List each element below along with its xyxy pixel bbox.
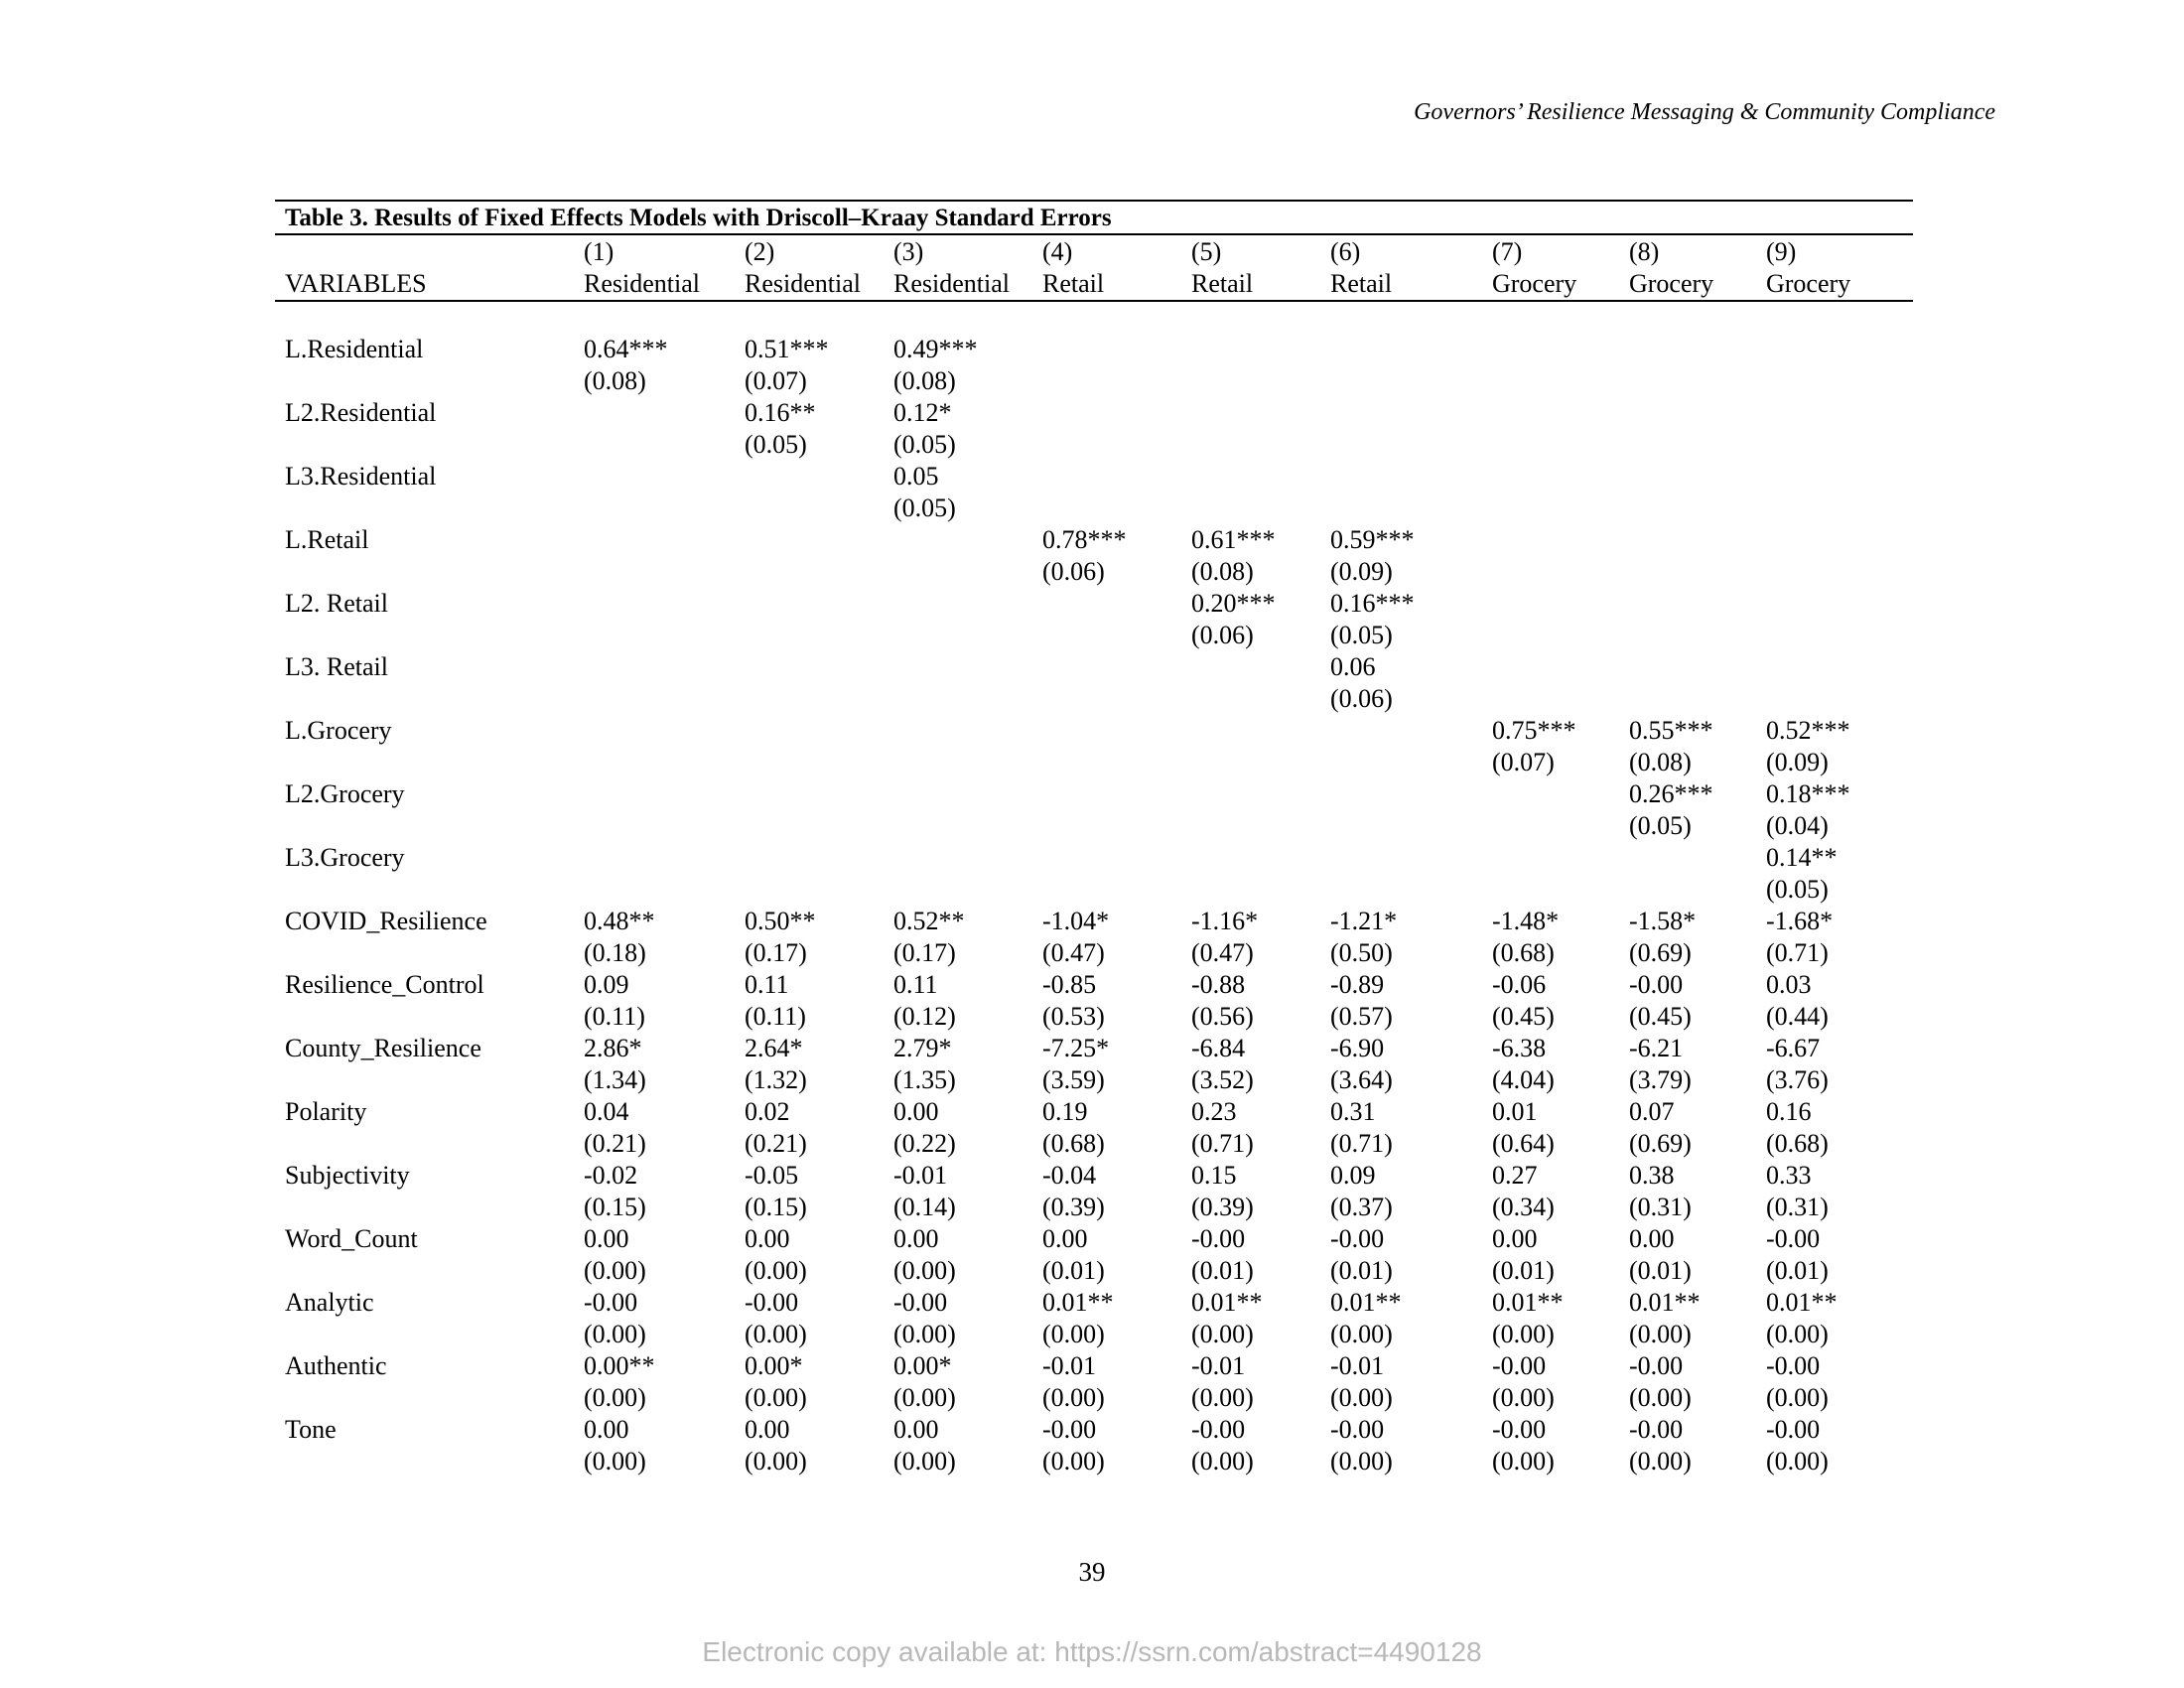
coefficient-cell: 0.51***	[745, 335, 829, 363]
coefficient-cell: -0.00	[1330, 1224, 1385, 1253]
coefficient-cell: 0.00	[745, 1415, 790, 1444]
table-caption: Table 3. Results of Fixed Effects Models with Driscoll–Kraay Standard Errors	[285, 205, 1112, 231]
standard-error-cell: (0.00)	[893, 1383, 956, 1412]
standard-error-cell: (0.00)	[893, 1447, 956, 1476]
standard-error-cell: (0.08)	[1629, 748, 1692, 776]
standard-error-cell: (0.07)	[745, 366, 807, 395]
standard-error-cell: (0.39)	[1191, 1193, 1254, 1221]
coefficient-cell: 0.16	[1766, 1097, 1812, 1126]
coefficient-cell: 0.75***	[1492, 716, 1576, 745]
column-number: (7)	[1492, 237, 1523, 266]
standard-error-cell: (0.69)	[1629, 938, 1692, 967]
standard-error-cell: (0.00)	[584, 1256, 646, 1285]
variable-label: Resilience_Control	[285, 970, 484, 999]
standard-error-cell: (0.34)	[1492, 1193, 1555, 1221]
coefficient-cell: 0.00	[1492, 1224, 1538, 1253]
coefficient-cell: 0.19	[1042, 1097, 1088, 1126]
standard-error-cell: (0.09)	[1766, 748, 1829, 776]
standard-error-cell: (0.05)	[1629, 811, 1692, 840]
standard-error-cell: (4.04)	[1492, 1065, 1555, 1094]
coefficient-cell: 0.06	[1330, 652, 1376, 681]
standard-error-cell: (0.50)	[1330, 938, 1393, 967]
standard-error-cell: (0.39)	[1042, 1193, 1105, 1221]
standard-error-cell: (0.15)	[584, 1193, 646, 1221]
standard-error-cell: (0.05)	[893, 430, 956, 459]
coefficient-cell: 0.00	[893, 1224, 939, 1253]
variable-label: L2. Retail	[285, 589, 388, 618]
coefficient-cell: 0.31	[1330, 1097, 1376, 1126]
standard-error-cell: (0.47)	[1191, 938, 1254, 967]
coefficient-cell: 0.04	[584, 1097, 629, 1126]
standard-error-cell: (0.37)	[1330, 1193, 1393, 1221]
coefficient-cell: 0.16**	[745, 398, 816, 427]
standard-error-cell: (0.68)	[1766, 1129, 1829, 1158]
coefficient-cell: 0.11	[893, 970, 938, 999]
standard-error-cell: (0.21)	[584, 1129, 646, 1158]
coefficient-cell: -0.00	[1492, 1415, 1547, 1444]
coefficient-cell: 0.59***	[1330, 525, 1415, 554]
standard-error-cell: (0.01)	[1492, 1256, 1555, 1285]
coefficient-cell: 0.00	[893, 1097, 939, 1126]
variable-label: L.Residential	[285, 335, 424, 363]
column-name: Retail	[1191, 269, 1254, 298]
standard-error-cell: (0.00)	[745, 1320, 807, 1348]
column-name: Grocery	[1492, 269, 1577, 298]
standard-error-cell: (0.71)	[1330, 1129, 1393, 1158]
standard-error-cell: (0.00)	[1492, 1320, 1555, 1348]
column-name: Residential	[584, 269, 700, 298]
coefficient-cell: -6.38	[1492, 1034, 1547, 1062]
coefficient-cell: -0.00	[1629, 970, 1684, 999]
ssrn-footer: Electronic copy available at: https://ssrn.com/abstract=4490128	[702, 1636, 1482, 1667]
header-rule	[275, 300, 1913, 302]
coefficient-cell: -0.00	[1766, 1224, 1821, 1253]
standard-error-cell: (0.53)	[1042, 1002, 1105, 1031]
coefficient-cell: -0.89	[1330, 970, 1385, 999]
standard-error-cell: (0.00)	[1330, 1383, 1393, 1412]
variable-label: Polarity	[285, 1097, 367, 1126]
standard-error-cell: (0.68)	[1492, 938, 1555, 967]
coefficient-cell: 0.27	[1492, 1161, 1538, 1190]
coefficient-cell: -0.00	[1330, 1415, 1385, 1444]
coefficient-cell: -6.21	[1629, 1034, 1684, 1062]
standard-error-cell: (0.00)	[1042, 1320, 1105, 1348]
page-number: 39	[1078, 1557, 1106, 1587]
coefficient-cell: 0.55***	[1629, 716, 1713, 745]
standard-error-cell: (0.11)	[745, 1002, 806, 1031]
coefficient-cell: -0.00	[1766, 1351, 1821, 1380]
standard-error-cell: (0.14)	[893, 1193, 956, 1221]
coefficient-cell: 0.00	[893, 1415, 939, 1444]
standard-error-cell: (0.69)	[1629, 1129, 1692, 1158]
standard-error-cell: (0.05)	[893, 493, 956, 522]
column-number: (1)	[584, 237, 614, 266]
standard-error-cell: (0.00)	[1766, 1320, 1829, 1348]
standard-error-cell: (0.08)	[1191, 557, 1254, 586]
standard-error-cell: (0.01)	[1042, 1256, 1105, 1285]
standard-error-cell: (0.00)	[584, 1383, 646, 1412]
standard-error-cell: (1.34)	[584, 1065, 646, 1094]
standard-error-cell: (0.00)	[1330, 1447, 1393, 1476]
coefficient-cell: -0.00	[1629, 1351, 1684, 1380]
coefficient-cell: 0.03	[1766, 970, 1812, 999]
coefficient-cell: 0.78***	[1042, 525, 1127, 554]
standard-error-cell: (0.00)	[1042, 1383, 1105, 1412]
coefficient-cell: -0.01	[893, 1161, 948, 1190]
coefficient-cell: 0.09	[1330, 1161, 1376, 1190]
coefficient-cell: 0.01	[1492, 1097, 1538, 1126]
coefficient-cell: 0.15	[1191, 1161, 1237, 1190]
standard-error-cell: (0.00)	[1330, 1320, 1393, 1348]
variable-label: County_Resilience	[285, 1034, 481, 1062]
standard-error-cell: (0.45)	[1492, 1002, 1555, 1031]
standard-error-cell: (3.79)	[1629, 1065, 1692, 1094]
standard-error-cell: (0.18)	[584, 938, 646, 967]
standard-error-cell: (0.71)	[1191, 1129, 1254, 1158]
standard-error-cell: (0.00)	[1191, 1447, 1254, 1476]
standard-error-cell: (0.01)	[1330, 1256, 1393, 1285]
variable-label: L3.Grocery	[285, 843, 405, 872]
standard-error-cell: (0.04)	[1766, 811, 1829, 840]
coefficient-cell: 0.00	[584, 1415, 629, 1444]
coefficient-cell: -0.00	[1492, 1351, 1547, 1380]
coefficient-cell: -0.01	[1330, 1351, 1385, 1380]
coefficient-cell: -1.21*	[1330, 907, 1398, 935]
coefficient-cell: -0.00	[1191, 1224, 1246, 1253]
standard-error-cell: (0.08)	[893, 366, 956, 395]
standard-error-cell: (0.05)	[1766, 875, 1829, 904]
standard-error-cell: (0.00)	[1629, 1320, 1692, 1348]
variable-label: Subjectivity	[285, 1161, 410, 1190]
standard-error-cell: (0.00)	[745, 1447, 807, 1476]
standard-error-cell: (1.35)	[893, 1065, 956, 1094]
coefficient-cell: 0.01**	[1191, 1288, 1263, 1317]
coefficient-cell: 0.00	[1042, 1224, 1088, 1253]
caption-rule	[275, 233, 1913, 235]
standard-error-cell: (0.01)	[1766, 1256, 1829, 1285]
standard-error-cell: (0.45)	[1629, 1002, 1692, 1031]
standard-error-cell: (0.00)	[745, 1256, 807, 1285]
standard-error-cell: (0.06)	[1042, 557, 1105, 586]
standard-error-cell: (0.57)	[1330, 1002, 1393, 1031]
standard-error-cell: (0.17)	[745, 938, 807, 967]
standard-error-cell: (0.00)	[893, 1256, 956, 1285]
coefficient-cell: 0.26***	[1629, 779, 1713, 808]
coefficient-cell: 0.00*	[893, 1351, 952, 1380]
coefficient-cell: -0.00	[1042, 1415, 1097, 1444]
coefficient-cell: 0.50**	[745, 907, 816, 935]
coefficient-cell: 0.33	[1766, 1161, 1812, 1190]
standard-error-cell: (3.76)	[1766, 1065, 1829, 1094]
coefficient-cell: -0.00	[893, 1288, 948, 1317]
coefficient-cell: 0.20***	[1191, 589, 1276, 618]
standard-error-cell: (0.05)	[1330, 621, 1393, 649]
standard-error-cell: (0.17)	[893, 938, 956, 967]
coefficient-cell: -6.67	[1766, 1034, 1821, 1062]
coefficient-cell: 0.48**	[584, 907, 655, 935]
standard-error-cell: (0.21)	[745, 1129, 807, 1158]
coefficient-cell: -0.06	[1492, 970, 1547, 999]
coefficient-cell: -0.00	[1191, 1415, 1246, 1444]
standard-error-cell: (3.64)	[1330, 1065, 1393, 1094]
coefficient-cell: 0.09	[584, 970, 629, 999]
standard-error-cell: (3.52)	[1191, 1065, 1254, 1094]
coefficient-cell: -6.84	[1191, 1034, 1246, 1062]
coefficient-cell: 2.64*	[745, 1034, 803, 1062]
standard-error-cell: (0.64)	[1492, 1129, 1555, 1158]
standard-error-cell: (0.09)	[1330, 557, 1393, 586]
coefficient-cell: 0.01**	[1042, 1288, 1114, 1317]
standard-error-cell: (0.22)	[893, 1129, 956, 1158]
coefficient-cell: 0.11	[745, 970, 789, 999]
coefficient-cell: 0.16***	[1330, 589, 1415, 618]
variable-label: L3.Residential	[285, 462, 437, 491]
variable-label: Authentic	[285, 1351, 387, 1380]
variable-label: L.Grocery	[285, 716, 392, 745]
standard-error-cell: (0.05)	[745, 430, 807, 459]
coefficient-cell: -0.88	[1191, 970, 1246, 999]
coefficient-cell: 0.05	[893, 462, 939, 491]
standard-error-cell: (0.31)	[1629, 1193, 1692, 1221]
standard-error-cell: (0.00)	[1492, 1383, 1555, 1412]
column-number: (4)	[1042, 237, 1073, 266]
coefficient-cell: 0.61***	[1191, 525, 1276, 554]
running-head: Governors’ Resilience Messaging & Community Compliance	[1414, 99, 1995, 125]
standard-error-cell: (0.68)	[1042, 1129, 1105, 1158]
standard-error-cell: (0.00)	[893, 1320, 956, 1348]
coefficient-cell: -0.05	[745, 1161, 799, 1190]
variable-label: COVID_Resilience	[285, 907, 487, 935]
coefficient-cell: 2.86*	[584, 1034, 642, 1062]
coefficient-cell: 0.38	[1629, 1161, 1675, 1190]
column-name: Residential	[893, 269, 1010, 298]
standard-error-cell: (0.06)	[1330, 684, 1393, 713]
standard-error-cell: (0.08)	[584, 366, 646, 395]
coefficient-cell: -0.01	[1191, 1351, 1246, 1380]
coefficient-cell: -0.00	[584, 1288, 638, 1317]
coefficient-cell: -1.16*	[1191, 907, 1259, 935]
coefficient-cell: 0.18***	[1766, 779, 1850, 808]
standard-error-cell: (0.00)	[1629, 1383, 1692, 1412]
standard-error-cell: (0.00)	[1492, 1447, 1555, 1476]
variable-label: Tone	[285, 1415, 337, 1444]
coefficient-cell: -1.04*	[1042, 907, 1110, 935]
standard-error-cell: (0.56)	[1191, 1002, 1254, 1031]
table-top-rule	[275, 200, 1913, 202]
coefficient-cell: 0.23	[1191, 1097, 1237, 1126]
standard-error-cell: (0.00)	[1629, 1447, 1692, 1476]
variable-label: Analytic	[285, 1288, 374, 1317]
standard-error-cell: (0.00)	[1191, 1320, 1254, 1348]
coefficient-cell: -1.48*	[1492, 907, 1560, 935]
standard-error-cell: (0.31)	[1766, 1193, 1829, 1221]
coefficient-cell: 0.00*	[745, 1351, 803, 1380]
coefficient-cell: -0.01	[1042, 1351, 1097, 1380]
standard-error-cell: (0.00)	[584, 1320, 646, 1348]
column-number: (5)	[1191, 237, 1222, 266]
coefficient-cell: 0.02	[745, 1097, 790, 1126]
column-number: (8)	[1629, 237, 1660, 266]
standard-error-cell: (0.07)	[1492, 748, 1555, 776]
variable-label: L2.Grocery	[285, 779, 405, 808]
standard-error-cell: (0.44)	[1766, 1002, 1829, 1031]
coefficient-cell: -0.85	[1042, 970, 1097, 999]
coefficient-cell: 0.52***	[1766, 716, 1850, 745]
standard-error-cell: (0.15)	[745, 1193, 807, 1221]
standard-error-cell: (0.00)	[1042, 1447, 1105, 1476]
column-name: Retail	[1330, 269, 1393, 298]
coefficient-cell: -1.68*	[1766, 907, 1834, 935]
coefficient-cell: -0.00	[745, 1288, 799, 1317]
coefficient-cell: 0.49***	[893, 335, 978, 363]
standard-error-cell: (0.01)	[1629, 1256, 1692, 1285]
variables-header: VARIABLES	[285, 269, 427, 298]
coefficient-cell: -0.00	[1629, 1415, 1684, 1444]
standard-error-cell: (0.00)	[1766, 1383, 1829, 1412]
standard-error-cell: (0.00)	[745, 1383, 807, 1412]
column-name: Retail	[1042, 269, 1105, 298]
standard-error-cell: (1.32)	[745, 1065, 807, 1094]
coefficient-cell: 0.00	[1629, 1224, 1675, 1253]
standard-error-cell: (0.00)	[584, 1447, 646, 1476]
standard-error-cell: (0.11)	[584, 1002, 645, 1031]
column-number: (3)	[893, 237, 924, 266]
standard-error-cell: (3.59)	[1042, 1065, 1105, 1094]
coefficient-cell: 0.00	[745, 1224, 790, 1253]
coefficient-cell: -1.58*	[1629, 907, 1697, 935]
coefficient-cell: -0.02	[584, 1161, 638, 1190]
coefficient-cell: -6.90	[1330, 1034, 1385, 1062]
column-number: (6)	[1330, 237, 1361, 266]
coefficient-cell: 0.52**	[893, 907, 965, 935]
coefficient-cell: 0.01**	[1629, 1288, 1701, 1317]
variable-label: L3. Retail	[285, 652, 388, 681]
coefficient-cell: 0.14**	[1766, 843, 1838, 872]
variable-label: L2.Residential	[285, 398, 437, 427]
coefficient-cell: -0.04	[1042, 1161, 1097, 1190]
coefficient-cell: 0.12*	[893, 398, 952, 427]
standard-error-cell: (0.01)	[1191, 1256, 1254, 1285]
variable-label: Word_Count	[285, 1224, 418, 1253]
coefficient-cell: 0.00	[584, 1224, 629, 1253]
column-number: (9)	[1766, 237, 1797, 266]
coefficient-cell: 0.01**	[1330, 1288, 1402, 1317]
standard-error-cell: (0.71)	[1766, 938, 1829, 967]
standard-error-cell: (0.47)	[1042, 938, 1105, 967]
column-name: Grocery	[1766, 269, 1851, 298]
standard-error-cell: (0.00)	[1191, 1383, 1254, 1412]
variable-label: L.Retail	[285, 525, 369, 554]
coefficient-cell: 0.64***	[584, 335, 668, 363]
coefficient-cell: -7.25*	[1042, 1034, 1110, 1062]
coefficient-cell: 0.07	[1629, 1097, 1675, 1126]
standard-error-cell: (0.00)	[1766, 1447, 1829, 1476]
column-name: Residential	[745, 269, 861, 298]
standard-error-cell: (0.06)	[1191, 621, 1254, 649]
column-name: Grocery	[1629, 269, 1714, 298]
column-number: (2)	[745, 237, 775, 266]
standard-error-cell: (0.12)	[893, 1002, 956, 1031]
coefficient-cell: 0.00**	[584, 1351, 655, 1380]
coefficient-cell: 0.01**	[1766, 1288, 1838, 1317]
coefficient-cell: 0.01**	[1492, 1288, 1564, 1317]
coefficient-cell: -0.00	[1766, 1415, 1821, 1444]
coefficient-cell: 2.79*	[893, 1034, 952, 1062]
